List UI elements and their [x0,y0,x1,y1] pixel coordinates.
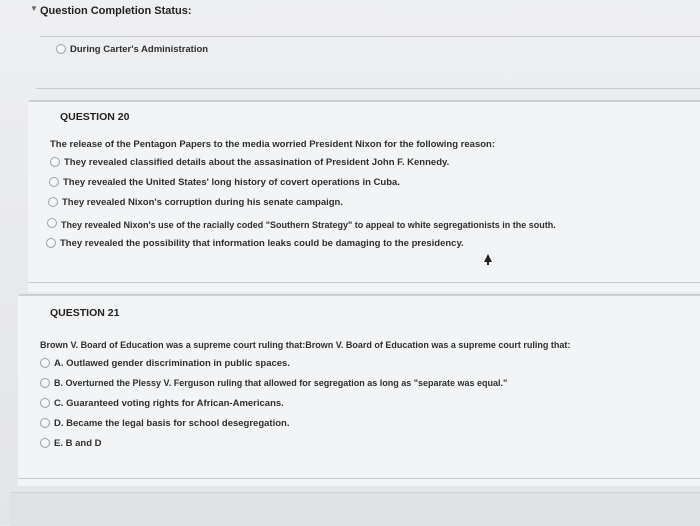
question-21-panel [18,295,700,486]
q21-option-c-label: C. Guaranteed voting rights for African-Americans. [54,398,284,409]
q20-option-3-label: They revealed Nixon's corruption during his senate campaign. [62,197,343,208]
radio-q20-option-1[interactable] [50,157,60,167]
divider [40,36,700,37]
q21-option-b-label: B. Overturned the Plessy V. Ferguson ruling that allowed for segregation as long as "separate was equal." [54,378,508,388]
radio-prev-option[interactable] [56,44,66,54]
radio-q21-option-b[interactable] [40,378,50,388]
radio-q20-option-3[interactable] [48,197,58,207]
q21-option-e-label: E. B and D [54,438,102,449]
question-21-title: QUESTION 21 [50,307,120,319]
q20-option-4-label: They revealed Nixon's use of the racially coded "Southern Strategy" to appeal to white segregationists in the south. [61,220,556,230]
completion-status-bar[interactable] [0,0,700,22]
prev-option-label: During Carter's Administration [70,44,209,55]
question-20-prompt: The release of the Pentagon Papers to the media worried President Nixon for the following reason: [50,139,495,150]
divider [18,478,700,479]
radio-q21-option-d[interactable] [40,418,50,428]
divider [28,282,700,283]
q20-option-5-label: They revealed the possibility that information leaks could be damaging to the presidency. [60,238,464,249]
completion-status-title: Question Completion Status: [40,5,192,17]
q20-option-1-label: They revealed classified details about the assasination of President John F. Kennedy. [64,157,450,168]
q21-option-d-label: D. Became the legal basis for school desegregation. [54,418,290,429]
question-21-prompt: Brown V. Board of Education was a supreme court ruling that:Brown V. Board of Education was a supreme court ruling that: [40,340,571,350]
question-20-title: QUESTION 20 [60,111,130,123]
q21-option-a-label: A. Outlawed gender discrimination in public spaces. [54,358,290,369]
collapse-arrow-icon[interactable]: ▼ [30,4,38,13]
radio-q21-option-a[interactable] [40,358,50,368]
radio-q21-option-c[interactable] [40,398,50,408]
radio-q20-option-2[interactable] [49,177,59,187]
next-question-panel [10,492,700,526]
mouse-pointer-icon [484,254,492,262]
radio-q20-option-5[interactable] [46,238,56,248]
radio-q20-option-4[interactable] [47,218,57,228]
q20-option-2-label: They revealed the United States' long history of covert operations in Cuba. [63,177,400,188]
divider [36,88,700,89]
radio-q21-option-e[interactable] [40,438,50,448]
